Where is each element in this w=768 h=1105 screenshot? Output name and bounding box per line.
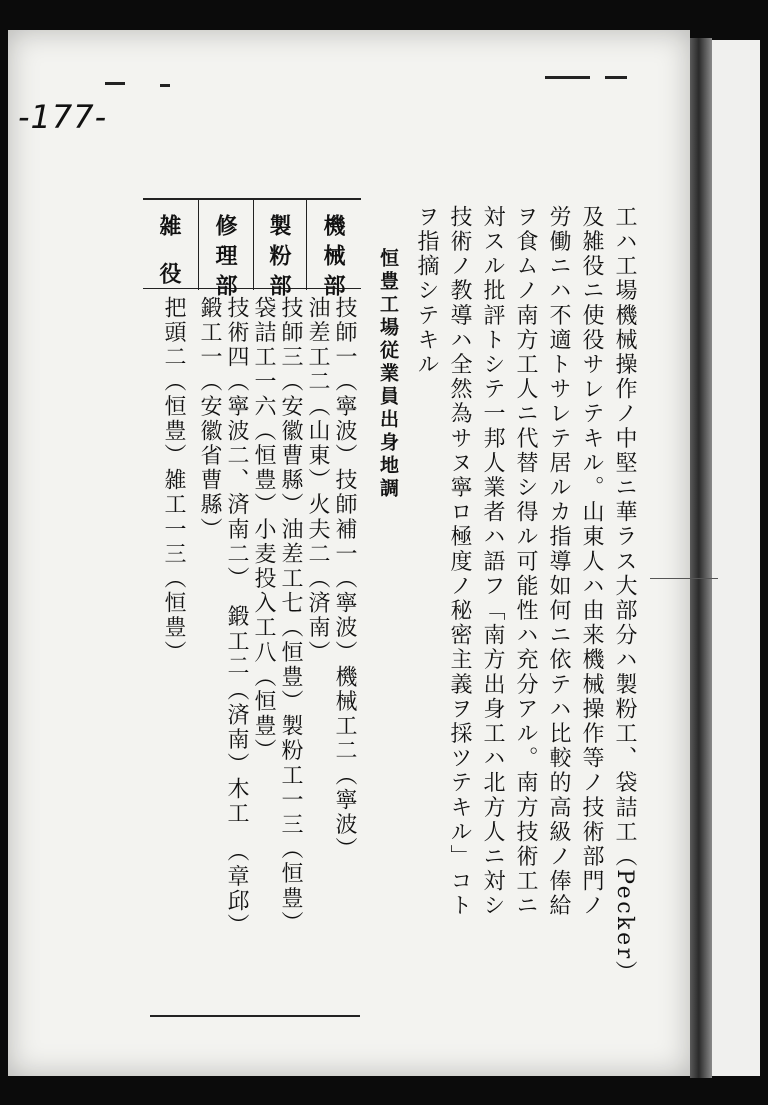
body-column-6: 技術ノ教導ハ全然為サヌ寧ロ極度ノ秘密主義ヲ採ツテキル」コト (447, 205, 472, 919)
body-column-1: 工ハ工場機械操作ノ中堅ニ華ラス大部分ハ製粉工、袋詰工（Pecker） (612, 205, 637, 986)
table-column-divider (198, 198, 199, 290)
scan-speck (545, 76, 590, 79)
table-column-divider (306, 198, 307, 290)
body-column-2: 及雑役ニ使役サレテキル。山東人ハ由来機械操作等ノ技術部門ノ (579, 205, 604, 919)
body-column-5: 対スル批評トシテ一邦人業者ハ語フ「南方出身工ハ北方人ニ対シ (480, 205, 505, 919)
scan-speck (605, 76, 627, 79)
table-top-border (143, 198, 361, 200)
table-row-detail: 技師一（寧波）技師補一（寧波）機械工二（寧波） (332, 296, 357, 862)
body-column-7: ヲ指摘シテキル (414, 205, 439, 378)
body-column-4: ヲ食ムノ南方工人ニ代替シ得ル可能性ハ充分アル。南方技術工ニ (513, 205, 538, 919)
table-dept-repair: 修理部 (212, 214, 238, 304)
table-column-divider (253, 198, 254, 290)
scan-line (650, 578, 718, 579)
table-row-detail: 技師三（安徽曹縣）油差工七（恒豊）製粉工一三（恒豊） (278, 296, 303, 936)
scan-speck (105, 82, 125, 85)
table-dept-machinery: 機械部 (320, 214, 346, 304)
table-row-detail: 把頭二（恒豊）雑工一三（恒豊） (161, 296, 186, 665)
adjacent-page-edge (712, 40, 760, 1076)
body-column-3: 労働ニハ不適トサレテ居ルカ指導如何ニ依テハ比較的高級ノ俸給 (546, 205, 571, 919)
scan-speck (160, 84, 170, 87)
book-spine (690, 38, 712, 1078)
table-row-detail: 袋詰工一六（恒豊）小麦投入工八（恒豊） (251, 296, 276, 764)
table-bottom-border (150, 1015, 360, 1017)
table-row-detail: 鍛工一（安徽省曹縣） (197, 296, 222, 542)
table-row-detail: 油差工二（山東）火夫二（済南） (305, 296, 330, 665)
table-dept-milling: 製粉部 (266, 214, 292, 304)
page-number: -177- (18, 98, 108, 136)
table-dept-misc: 雑役 (156, 214, 182, 310)
table-title: 恒豊工場従業員出身地調 (377, 248, 399, 501)
table-row-detail: 技術四（寧波二、済南二） 鍛工二（済南）木工 （章邱） (224, 296, 249, 939)
